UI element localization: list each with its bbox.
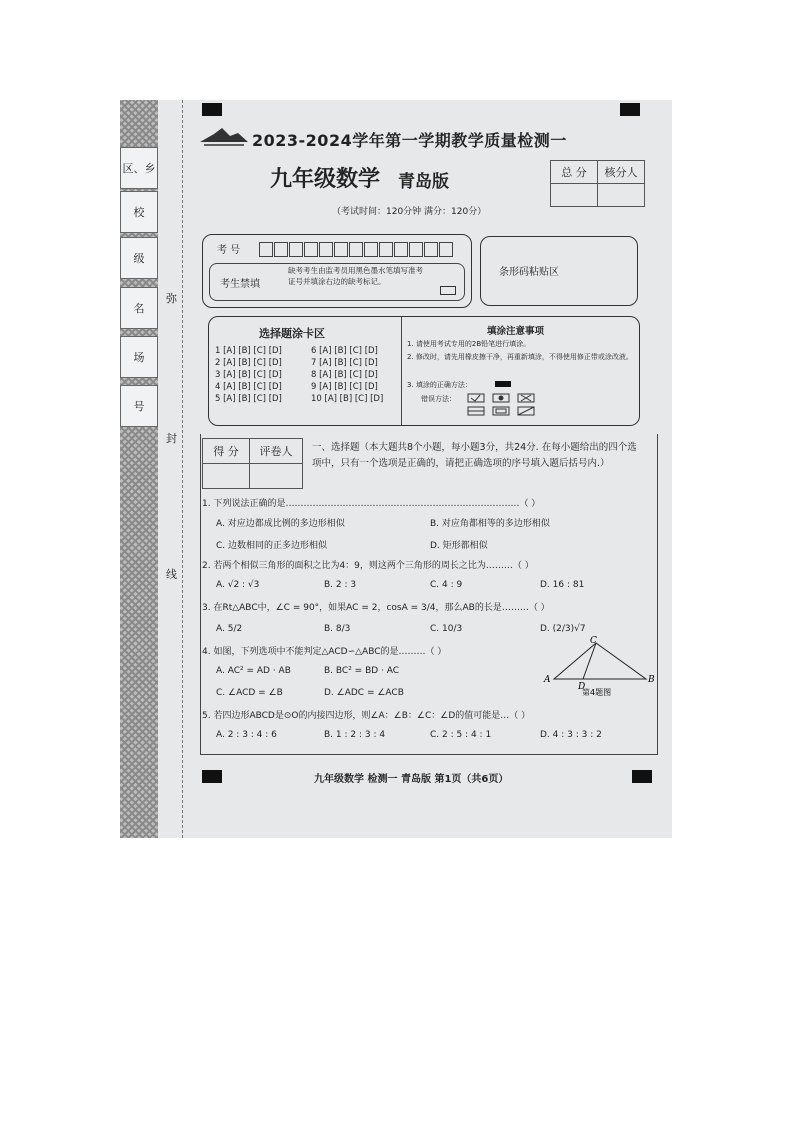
note-3: 3. 填涂的正确方法： (407, 381, 472, 389)
side-label-box (120, 237, 158, 279)
option: A. 2 : 3 : 4 : 6 (216, 730, 277, 740)
forbidden-label: 考生禁填 (220, 279, 260, 290)
option: B. 8/3 (324, 624, 351, 634)
vertex-label-c: C (590, 636, 597, 646)
registration-mark (620, 103, 640, 116)
registration-mark (202, 103, 222, 116)
answer-row[interactable]: 3 [A] [B] [C] [D] (215, 370, 282, 380)
note-2: 2. 修改时，请先用橡皮擦干净，再重新填涂，不得使用修正带或涂改液。 (407, 353, 633, 361)
option: B. BC² = BD · AC (324, 666, 400, 676)
wrong-fill-examples (467, 393, 537, 419)
question-5: 5. 若四边形ABCD是⊙O的内接四边形，则∠A：∠B：∠C：∠D的值可能是…（ ） (202, 711, 531, 721)
option: A. 对应边都成比例的多边形相似 (216, 519, 345, 529)
score-table (550, 160, 645, 207)
option: C. 2 : 5 : 4 : 1 (430, 730, 492, 740)
exam-number-cells[interactable] (259, 239, 454, 258)
option: C. 边数相同的正多边形相似 (216, 541, 328, 551)
answer-card-title: 选择题涂卡区 (259, 327, 325, 340)
section1-instructions: 一、选择题（本大题共8个小题，每小题3分，共24分. 在每小题给出的四个选项中，只有一个选项是正确的，请把正确选项的序号填入题后括号内.） (312, 442, 637, 469)
note-1: 1. 请使用考试专用的2B铅笔进行填涂。 (407, 340, 531, 348)
answer-card-box (208, 316, 640, 426)
total-score-header: 总 分 (551, 161, 598, 184)
seal-char: 线 (166, 568, 177, 581)
side-label-box (120, 336, 158, 378)
side-label-box (120, 287, 158, 329)
seal-line (182, 100, 183, 838)
subject-title: 九年级数学 (270, 166, 381, 192)
side-label: 区、乡 (122, 162, 156, 175)
option: B. 对应角都相等的多边形相似 (430, 519, 550, 529)
answer-row[interactable]: 8 [A] [B] [C] [D] (311, 370, 378, 380)
exam-info: （考试时间：120分钟 满分：120分） (332, 207, 487, 217)
side-label: 级 (133, 252, 145, 265)
wrong-method-label: 错误方法： (421, 395, 456, 403)
barcode-label: 条形码粘贴区 (499, 267, 559, 278)
score-cell[interactable] (203, 464, 250, 489)
exam-paper-photo (120, 100, 672, 838)
answer-row[interactable]: 4 [A] [B] [C] [D] (215, 382, 282, 392)
edition-label: 青岛版 (398, 172, 449, 192)
grader-cell[interactable] (250, 464, 303, 489)
side-label: 号 (133, 400, 145, 413)
checker-cell[interactable] (598, 184, 645, 207)
seal-char: 封 (166, 432, 177, 445)
exam-number-label: 考 号 (217, 245, 241, 256)
answer-column-left[interactable] (215, 345, 282, 405)
side-label-box (120, 147, 158, 189)
side-label: 名 (133, 302, 145, 315)
answer-row[interactable]: 7 [A] [B] [C] [D] (311, 358, 378, 368)
question-1: 1. 下列说法正确的是……………………………………………………………………（ ） (202, 499, 541, 509)
answer-row[interactable]: 1 [A] [B] [C] [D] (215, 346, 282, 356)
triangle-figure (540, 634, 656, 696)
vertex-label-d: D (578, 682, 586, 692)
checker-header: 核分人 (598, 161, 645, 184)
answer-column-right[interactable] (311, 345, 383, 405)
option: C. 10/3 (430, 624, 463, 634)
vertex-label-a: A (544, 675, 551, 685)
option: D. 矩形都相似 (430, 541, 488, 551)
mountain-logo (200, 124, 248, 148)
registration-mark (202, 770, 222, 783)
score-header: 得 分 (203, 439, 250, 464)
option: D. (2/3)√7 (540, 624, 586, 634)
side-label: 场 (133, 351, 145, 364)
side-label: 校 (133, 206, 145, 219)
option: D. 4 : 3 : 3 : 2 (540, 730, 602, 740)
absent-mark-box[interactable] (440, 286, 456, 295)
question-4: 4. 如图，下列选项中不能判定△ACD∽△ABC的是………（ ） (202, 647, 447, 657)
registration-mark (632, 770, 652, 783)
option: B. 1 : 2 : 3 : 4 (324, 730, 386, 740)
answer-row[interactable]: 6 [A] [B] [C] [D] (311, 346, 378, 356)
seal-char: 弥 (166, 292, 177, 305)
option: C. 4 : 9 (430, 580, 463, 590)
question-3: 3. 在Rt△ABC中，∠C = 90°，如果AC = 2，cosA = 3/4，那么AB的长是………（ ） (202, 603, 550, 613)
correct-fill-example (495, 381, 511, 387)
exam-title: 2023-2024学年第一学期教学质量检测一 (252, 131, 567, 150)
barcode-area (480, 236, 638, 306)
answer-row[interactable]: 5 [A] [B] [C] [D] (215, 394, 282, 404)
answer-card-divider (401, 317, 402, 425)
option: D. 16 : 81 (540, 580, 585, 590)
forbidden-area (209, 263, 465, 301)
side-label-box (120, 191, 158, 233)
answer-row[interactable]: 9 [A] [B] [C] [D] (311, 382, 378, 392)
option: C. ∠ACD = ∠B (216, 688, 283, 698)
grader-table (202, 438, 303, 489)
option: B. 2 : 3 (324, 580, 357, 590)
option: A. 5/2 (216, 624, 243, 634)
notes-title: 填涂注意事项 (487, 326, 545, 337)
vertex-label-b: B (648, 675, 655, 685)
option: A. AC² = AD · AB (216, 666, 291, 676)
option: D. ∠ADC = ∠ACB (324, 688, 404, 698)
forbidden-note: 缺考考生由监考员用黑色墨水笔填写准考证号并填涂右边的缺考标记。 (288, 266, 423, 286)
page-footer: 九年级数学 检测一 青岛版 第1页（共6页） (314, 774, 509, 785)
total-score-cell[interactable] (551, 184, 598, 207)
answer-row[interactable]: 2 [A] [B] [C] [D] (215, 358, 282, 368)
option: A. √2 : √3 (216, 580, 260, 590)
question-2: 2. 若两个相似三角形的面积之比为4：9，则这两个三角形的周长之比为………（ ） (202, 561, 534, 571)
grader-header: 评卷人 (250, 439, 303, 464)
answer-row[interactable]: 10 [A] [B] [C] [D] (311, 394, 384, 404)
figure-caption: 第4题图 (582, 688, 612, 696)
side-label-box (120, 385, 158, 427)
candidate-info-box (202, 234, 472, 308)
